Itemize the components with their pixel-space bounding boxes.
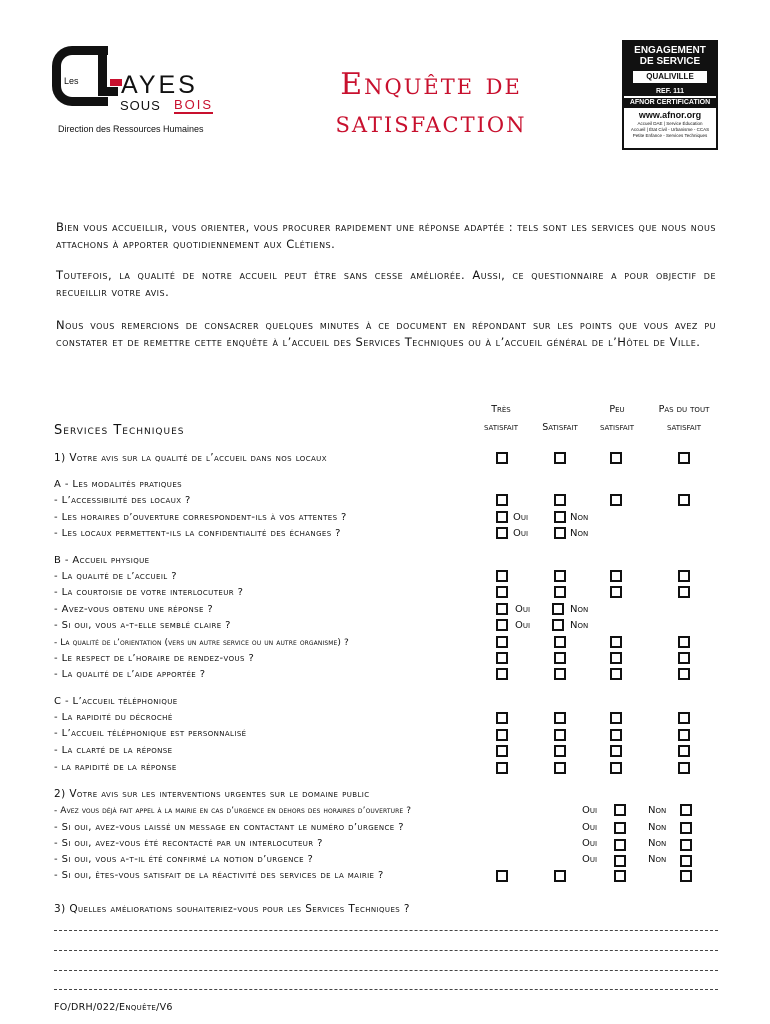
- intro-paragraph-2: Toutefois, la qualité de notre accueil peut être sans cesse améliorée. Aussi, ce questionnaire a pour objectif de recueillir votre avis.: [56, 268, 716, 299]
- b5-satisfait-checkbox[interactable]: [554, 636, 566, 648]
- c1-tres-satisfait-checkbox[interactable]: [496, 712, 508, 724]
- c1-pas-du-tout-checkbox[interactable]: [678, 712, 690, 724]
- col-header-line: satisfait: [666, 422, 702, 433]
- col-header-satisfait: [532, 403, 588, 435]
- col-header-line: satisfait: [483, 422, 519, 433]
- c2-satisfait-checkbox[interactable]: [554, 729, 566, 741]
- group-b-title: B - Accueil physique: [54, 555, 150, 566]
- q2a-oui-checkbox[interactable]: [614, 804, 626, 816]
- question-2: 2) Votre avis sur les interventions urgentes sur le domaine public: [54, 788, 370, 800]
- badge-qualiville: QUALIVILLE: [632, 70, 708, 84]
- badge-line1: ENGAGEMENT: [634, 45, 706, 56]
- question-2a: - Avez vous déjà fait appel à la mairie en cas d’urgence en dehors des horaires d’ouverture ?: [54, 806, 412, 816]
- q2d-non-checkbox[interactable]: [680, 855, 692, 867]
- badge-ref: REF. 111: [624, 87, 716, 96]
- question-b7: - La qualité de l’aide apportée ?: [54, 669, 206, 680]
- question-c2: - L’accueil téléphonique est personnalisé: [54, 728, 247, 739]
- b3-oui-checkbox[interactable]: [496, 603, 508, 615]
- question-c3: - La clarté de la réponse: [54, 745, 173, 756]
- b5-peu-satisfait-checkbox[interactable]: [610, 636, 622, 648]
- b4-oui-label: Oui: [515, 620, 531, 631]
- c1-peu-satisfait-checkbox[interactable]: [610, 712, 622, 724]
- a3-non-checkbox[interactable]: [554, 527, 566, 539]
- badge-line2: DE SERVICE: [639, 56, 701, 67]
- b2-tres-satisfait-checkbox[interactable]: [496, 586, 508, 598]
- q2c-oui-label: Oui: [582, 838, 598, 849]
- q2c-oui-checkbox[interactable]: [614, 839, 626, 851]
- col-header-line: Pas du tout: [658, 404, 710, 415]
- question-b6: - Le respect de l’horaire de rendez-vous ?: [54, 653, 255, 664]
- logo-sous: SOUS: [120, 98, 161, 113]
- title-line-2: satisfaction: [335, 105, 527, 140]
- answer-line[interactable]: [54, 989, 718, 990]
- q2b-oui-checkbox[interactable]: [614, 822, 626, 834]
- c3-pas-du-tout-checkbox[interactable]: [678, 745, 690, 757]
- question-b2: - La courtoisie de votre interlocuteur ?: [54, 587, 244, 598]
- b6-pas-du-tout-checkbox[interactable]: [678, 652, 690, 664]
- badge-url: www.afnor.org: [638, 110, 702, 120]
- c3-satisfait-checkbox[interactable]: [554, 745, 566, 757]
- q2e-tres-satisfait-checkbox[interactable]: [496, 870, 508, 882]
- q1-tres-satisfait-checkbox[interactable]: [496, 452, 508, 464]
- question-b3: - Avez-vous obtenu une réponse ?: [54, 604, 214, 615]
- col-header-line: Très: [491, 404, 511, 415]
- answer-line[interactable]: [54, 970, 718, 971]
- b2-peu-satisfait-checkbox[interactable]: [610, 586, 622, 598]
- intro-paragraph-1: Bien vous accueillir, vous orienter, vous procurer rapidement une réponse adaptée : tels sont les services que nous nous attachons à apporter quotidiennement aux Clétiens.: [56, 220, 716, 251]
- q2d-oui-label: Oui: [582, 854, 598, 865]
- b1-pas-du-tout-checkbox[interactable]: [678, 570, 690, 582]
- q1-satisfait-checkbox[interactable]: [554, 452, 566, 464]
- col-header-peu-satisfait: [590, 403, 644, 435]
- b1-tres-satisfait-checkbox[interactable]: [496, 570, 508, 582]
- col-header-pas-du-tout: [648, 403, 720, 435]
- afnor-badge: [622, 40, 718, 150]
- q2b-non-checkbox[interactable]: [680, 822, 692, 834]
- c2-pas-du-tout-checkbox[interactable]: [678, 729, 690, 741]
- question-c1: - La rapidité du décroché: [54, 712, 173, 723]
- a3-non-label: Non: [570, 528, 589, 539]
- page-title: [286, 66, 576, 142]
- q2a-non-label: Non: [648, 805, 667, 816]
- col-header-line: Satisfait: [542, 422, 578, 433]
- logo-subtitle: Direction des Ressources Humaines: [58, 124, 204, 134]
- c3-peu-satisfait-checkbox[interactable]: [610, 745, 622, 757]
- c4-satisfait-checkbox[interactable]: [554, 762, 566, 774]
- a1-satisfait-checkbox[interactable]: [554, 494, 566, 506]
- b1-peu-satisfait-checkbox[interactable]: [610, 570, 622, 582]
- q2b-oui-label: Oui: [582, 822, 598, 833]
- question-b4: - Si oui, vous a-t-elle semblé claire ?: [54, 620, 231, 631]
- question-2d: - Si oui, vous a-t-il été confirmé la notion d’urgence ?: [54, 854, 314, 865]
- q2c-non-label: Non: [648, 838, 667, 849]
- badge-small-1: Accueil DAE | Service Éducation: [637, 121, 703, 126]
- q2b-non-label: Non: [648, 822, 667, 833]
- b4-oui-checkbox[interactable]: [496, 619, 508, 631]
- logo-les: Les: [64, 76, 79, 86]
- c2-peu-satisfait-checkbox[interactable]: [610, 729, 622, 741]
- b5-tres-satisfait-checkbox[interactable]: [496, 636, 508, 648]
- q2e-peu-satisfait-checkbox[interactable]: [614, 870, 626, 882]
- logo-bois: BOIS: [174, 97, 214, 112]
- c4-pas-du-tout-checkbox[interactable]: [678, 762, 690, 774]
- a2-non-checkbox[interactable]: [554, 511, 566, 523]
- question-2c: - Si oui, avez-vous été recontacté par un interlocuteur ?: [54, 838, 323, 849]
- c4-peu-satisfait-checkbox[interactable]: [610, 762, 622, 774]
- question-b1: - La qualité de l’accueil ?: [54, 571, 177, 582]
- b4-non-label: Non: [570, 620, 589, 631]
- question-a1: - L’accessibilité des locaux ?: [54, 495, 191, 506]
- answer-line[interactable]: [54, 930, 718, 931]
- question-c4: - la rapidité de la réponse: [54, 762, 177, 773]
- a2-oui-checkbox[interactable]: [496, 511, 508, 523]
- c2-tres-satisfait-checkbox[interactable]: [496, 729, 508, 741]
- a3-oui-checkbox[interactable]: [496, 527, 508, 539]
- b7-satisfait-checkbox[interactable]: [554, 668, 566, 680]
- a2-oui-label: Oui: [513, 512, 529, 523]
- question-b5: - La qualité de l’orientation (vers un autre service ou un autre organisme) ?: [54, 638, 349, 648]
- badge-small-3: Petite Enfance - Services Techniques: [632, 133, 708, 138]
- group-a-title: A - Les modalités pratiques: [54, 479, 182, 490]
- b2-satisfait-checkbox[interactable]: [554, 586, 566, 598]
- logo-ayes: AYES: [121, 71, 198, 99]
- b1-satisfait-checkbox[interactable]: [554, 570, 566, 582]
- answer-line[interactable]: [54, 950, 718, 951]
- q2e-satisfait-checkbox[interactable]: [554, 870, 566, 882]
- question-2b: - Si oui, avez-vous laissé un message en contactant le numéro d’urgence ?: [54, 822, 404, 833]
- b7-pas-du-tout-checkbox[interactable]: [678, 668, 690, 680]
- b7-peu-satisfait-checkbox[interactable]: [610, 668, 622, 680]
- a3-oui-label: Oui: [513, 528, 529, 539]
- title-line-1: Enquête de: [340, 67, 522, 102]
- q2a-non-checkbox[interactable]: [680, 804, 692, 816]
- question-a3: - Les locaux permettent-ils la confidentialité des échanges ?: [54, 528, 341, 539]
- q2c-non-checkbox[interactable]: [680, 839, 692, 851]
- a1-pas-du-tout-checkbox[interactable]: [678, 494, 690, 506]
- c3-tres-satisfait-checkbox[interactable]: [496, 745, 508, 757]
- a2-non-label: Non: [570, 512, 589, 523]
- question-a2: - Les horaires d’ouverture correspondent-ils à vos attentes ?: [54, 512, 347, 523]
- q2d-non-label: Non: [648, 854, 667, 865]
- q1-pas-du-tout-checkbox[interactable]: [678, 452, 690, 464]
- b6-peu-satisfait-checkbox[interactable]: [610, 652, 622, 664]
- badge-cert: AFNOR CERTIFICATION: [624, 98, 716, 108]
- section-title: Services Techniques: [54, 423, 185, 438]
- c4-tres-satisfait-checkbox[interactable]: [496, 762, 508, 774]
- a1-peu-satisfait-checkbox[interactable]: [610, 494, 622, 506]
- q2a-oui-label: Oui: [582, 805, 598, 816]
- col-header-line: Peu: [609, 404, 625, 415]
- badge-small-2: Accueil | État Civil - Urbanisme - CCAS: [630, 127, 710, 132]
- b3-oui-label: Oui: [515, 604, 531, 615]
- question-3: 3) Quelles améliorations souhaiteriez-vous pour les Services Techniques ?: [54, 903, 410, 915]
- col-header-line: [532, 403, 588, 417]
- intro-paragraph-3: Nous vous remercions de consacrer quelques minutes à ce document en répondant sur les points que vous avez pu constater et de remettre cette enquête à l’accueil des Services Techniques ou à l’accueil général de l’Hôtel de Ville.: [56, 318, 716, 349]
- document-reference: FO/DRH/022/Enquête/V6: [54, 1002, 173, 1013]
- b7-tres-satisfait-checkbox[interactable]: [496, 668, 508, 680]
- q2e-pas-du-tout-checkbox[interactable]: [680, 870, 692, 882]
- q1-peu-satisfait-checkbox[interactable]: [610, 452, 622, 464]
- question-2e: - Si oui, êtes-vous satisfait de la réactivité des services de la mairie ?: [54, 870, 384, 881]
- col-header-tres-satisfait: [476, 403, 526, 435]
- b6-satisfait-checkbox[interactable]: [554, 652, 566, 664]
- badge-header: [624, 42, 716, 87]
- b3-non-label: Non: [570, 604, 589, 615]
- a1-tres-satisfait-checkbox[interactable]: [496, 494, 508, 506]
- col-header-line: satisfait: [599, 422, 635, 433]
- b3-non-checkbox[interactable]: [552, 603, 564, 615]
- b6-tres-satisfait-checkbox[interactable]: [496, 652, 508, 664]
- logo-l-foot: [98, 87, 118, 96]
- c1-satisfait-checkbox[interactable]: [554, 712, 566, 724]
- group-c-title: C - L’accueil téléphonique: [54, 696, 178, 707]
- b2-pas-du-tout-checkbox[interactable]: [678, 586, 690, 598]
- b4-non-checkbox[interactable]: [552, 619, 564, 631]
- q2d-oui-checkbox[interactable]: [614, 855, 626, 867]
- question-1: 1) Votre avis sur la qualité de l’accueil dans nos locaux: [54, 452, 327, 464]
- b5-pas-du-tout-checkbox[interactable]: [678, 636, 690, 648]
